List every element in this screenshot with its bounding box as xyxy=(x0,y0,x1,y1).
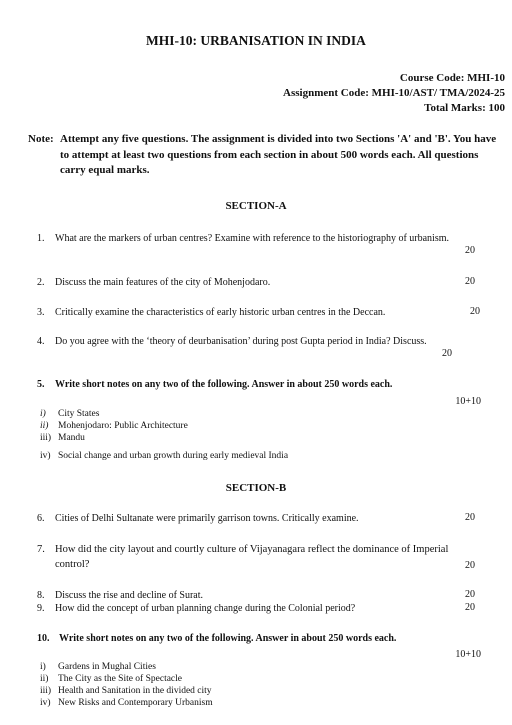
question-marks: 20 xyxy=(442,348,452,359)
question-marks: 20 xyxy=(470,306,480,317)
question-number: 1. xyxy=(37,233,45,244)
course-code: Course Code: MHI-10 xyxy=(399,72,505,84)
question-marks: 20 xyxy=(465,589,475,600)
question-text: Write short notes on any two of the following. Answer in about 250 words each. xyxy=(55,379,393,390)
question-number: 2. xyxy=(37,277,45,288)
sub-item: ii) The City as the Site of Spectacle xyxy=(40,674,182,684)
sub-item: i) Gardens in Mughal Cities xyxy=(40,662,156,672)
sub-item: ii) Mohenjodaro: Public Architecture xyxy=(40,421,188,431)
question-text: Discuss the main features of the city of Mohenjodaro. xyxy=(55,277,271,288)
note-label: Note: xyxy=(28,133,54,145)
question-number: 7. xyxy=(37,544,45,555)
question-number: 4. xyxy=(37,336,45,347)
sub-item: iv) Social change and urban growth during early medieval India xyxy=(40,451,289,461)
question-marks: 20 xyxy=(465,602,475,613)
question-marks: 20 xyxy=(465,245,475,256)
sub-item: iv) New Risks and Contemporary Urbanism xyxy=(40,698,213,708)
question-text: Do you agree with the ‘theory of deurbanisation’ during post Gupta period in India? Discuss. xyxy=(55,336,427,347)
section-a-heading: SECTION-A xyxy=(225,200,287,212)
question-marks: 20 xyxy=(465,512,475,523)
question-marks: 20 xyxy=(465,560,475,571)
question-text: Critically examine the characteristics of early historic urban centres in the Deccan. xyxy=(55,307,386,318)
question-5 xyxy=(37,378,467,391)
section-b-heading: SECTION-B xyxy=(225,482,287,494)
question-number: 6. xyxy=(37,513,45,524)
sub-item: iii) Mandu xyxy=(40,433,85,443)
question-6 xyxy=(37,512,437,525)
question-number: 3. xyxy=(37,307,45,318)
sub-item: i) City States xyxy=(40,409,100,419)
question-1 xyxy=(37,232,477,245)
question-3 xyxy=(37,306,457,319)
question-marks: 10+10 xyxy=(455,649,481,660)
question-number: 5. xyxy=(37,379,45,390)
note-text: Attempt any five questions. The assignment is divided into two Sections 'A' and 'B'. You have to attempt at least two questions from each section in about 500 words each. All questions carry equal marks. xyxy=(60,133,497,176)
question-marks: 20 xyxy=(465,276,475,287)
question-text: Cities of Delhi Sultanate were primarily garrison towns. Critically examine. xyxy=(55,513,359,524)
question-4 xyxy=(37,335,482,348)
question-text: What are the markers of urban centres? Examine with reference to the historiography of urbanism. xyxy=(55,233,450,244)
question-text: Discuss the rise and decline of Surat. xyxy=(55,590,204,601)
question-text: Write short notes on any two of the following. Answer in about 250 words each. xyxy=(59,633,397,644)
question-text: How did the city layout and courtly culture of Vijayanagara reflect the dominance of Imperial control? xyxy=(55,544,449,570)
question-10 xyxy=(37,632,467,645)
question-7 xyxy=(37,542,452,572)
note-block xyxy=(28,132,506,179)
question-text: How did the concept of urban planning change during the Colonial period? xyxy=(55,603,356,614)
document-title: MHI-10: URBANISATION IN INDIA xyxy=(146,33,366,48)
question-number: 10. xyxy=(37,633,50,644)
question-marks: 10+10 xyxy=(455,396,481,407)
question-2 xyxy=(37,276,437,289)
sub-item: iii) Health and Sanitation in the divided city xyxy=(40,686,212,696)
total-marks: Total Marks: 100 xyxy=(424,102,505,114)
question-9 xyxy=(37,602,437,615)
question-number: 9. xyxy=(37,603,45,614)
question-number: 8. xyxy=(37,590,45,601)
question-8 xyxy=(37,589,437,602)
assignment-code: Assignment Code: MHI-10/AST/ TMA/2024-25 xyxy=(283,87,505,99)
